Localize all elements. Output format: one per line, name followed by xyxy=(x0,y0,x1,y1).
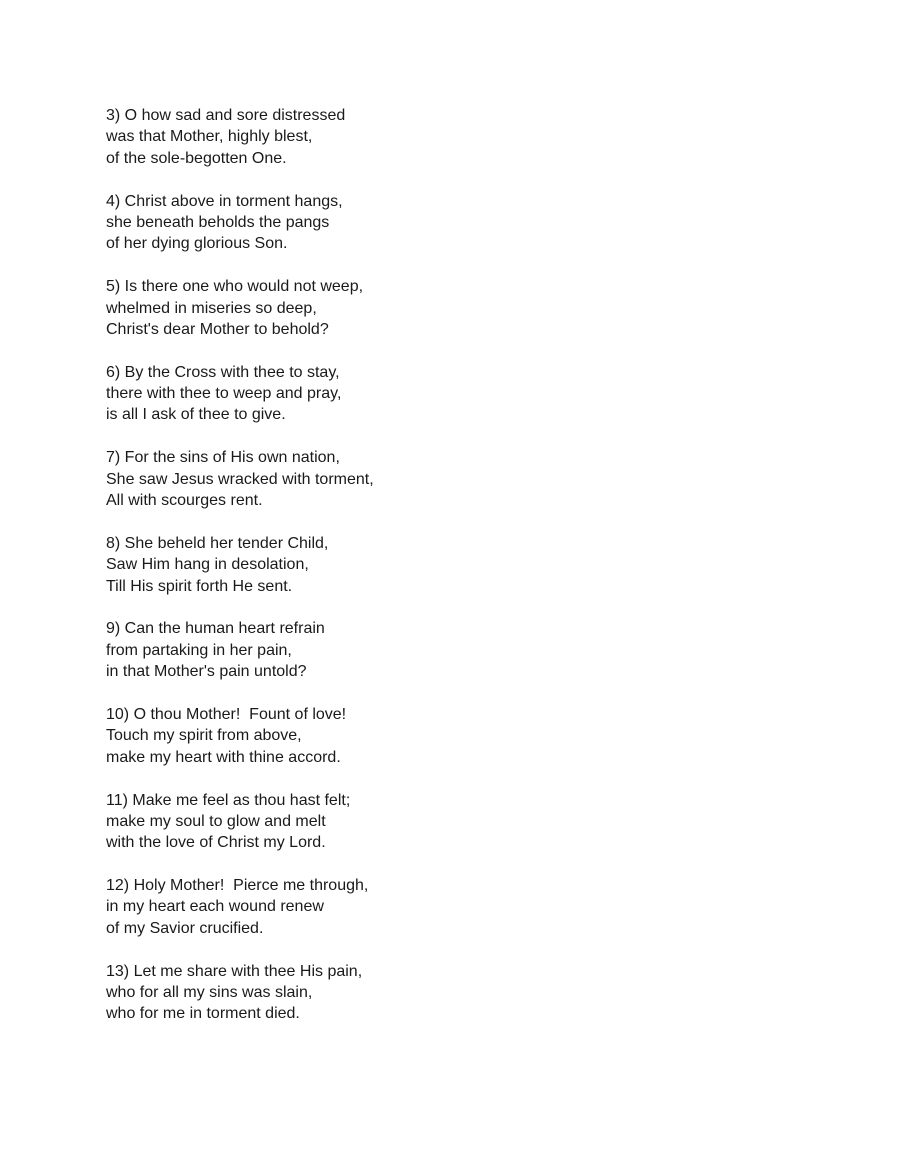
stanza-line: who for all my sins was slain, xyxy=(106,984,313,1002)
stanza-line: Till His spirit forth He sent. xyxy=(106,577,293,595)
stanza-5 xyxy=(106,276,806,340)
stanza-line: she beneath beholds the pangs xyxy=(106,213,330,231)
stanza-line: 12) Holy Mother! Pierce me through, xyxy=(106,877,369,895)
stanza-line: make my soul to glow and melt xyxy=(106,812,326,830)
stanza-line: She saw Jesus wracked with torment, xyxy=(106,470,374,488)
stanza-line: whelmed in miseries so deep, xyxy=(106,299,317,317)
hymn-text xyxy=(106,105,806,1046)
stanza-9 xyxy=(106,618,806,682)
stanza-line: in that Mother's pain untold? xyxy=(106,663,307,681)
stanza-line: was that Mother, highly blest, xyxy=(106,128,313,146)
stanza-line: of her dying glorious Son. xyxy=(106,235,288,253)
stanza-8 xyxy=(106,533,806,597)
stanza-line: of the sole-begotten One. xyxy=(106,149,287,167)
stanza-line: with the love of Christ my Lord. xyxy=(106,834,326,852)
stanza-4 xyxy=(106,191,806,255)
stanza-line: 13) Let me share with thee His pain, xyxy=(106,962,363,980)
stanza-line: 11) Make me feel as thou hast felt; xyxy=(106,791,351,809)
stanza-10 xyxy=(106,704,806,768)
stanza-line: of my Savior crucified. xyxy=(106,919,264,937)
stanza-7 xyxy=(106,447,806,511)
stanza-line: 4) Christ above in torment hangs, xyxy=(106,192,343,210)
stanza-line: there with thee to weep and pray, xyxy=(106,385,342,403)
stanza-line: 9) Can the human heart refrain xyxy=(106,620,325,638)
stanza-line: All with scourges rent. xyxy=(106,492,263,510)
stanza-line: Christ's dear Mother to behold? xyxy=(106,320,329,338)
stanza-6 xyxy=(106,362,806,426)
stanza-line: make my heart with thine accord. xyxy=(106,748,341,766)
stanza-line: 3) O how sad and sore distressed xyxy=(106,107,346,124)
stanza-line: 7) For the sins of His own nation, xyxy=(106,449,340,467)
stanza-line: from partaking in her pain, xyxy=(106,641,292,659)
stanza-line: who for me in torment died. xyxy=(106,1005,300,1023)
stanza-13 xyxy=(106,961,806,1025)
stanza-line: is all I ask of thee to give. xyxy=(106,406,286,424)
stanza-12 xyxy=(106,875,806,939)
stanza-line: Touch my spirit from above, xyxy=(106,727,302,745)
stanza-3 xyxy=(106,105,806,169)
stanza-line: Saw Him hang in desolation, xyxy=(106,556,309,574)
stanza-line: 10) O thou Mother! Fount of love! xyxy=(106,705,347,723)
stanza-line: in my heart each wound renew xyxy=(106,898,324,916)
stanza-11 xyxy=(106,790,806,854)
stanza-line: 5) Is there one who would not weep, xyxy=(106,278,364,296)
stanza-line: 6) By the Cross with thee to stay, xyxy=(106,363,340,381)
stanza-line: 8) She beheld her tender Child, xyxy=(106,534,329,552)
